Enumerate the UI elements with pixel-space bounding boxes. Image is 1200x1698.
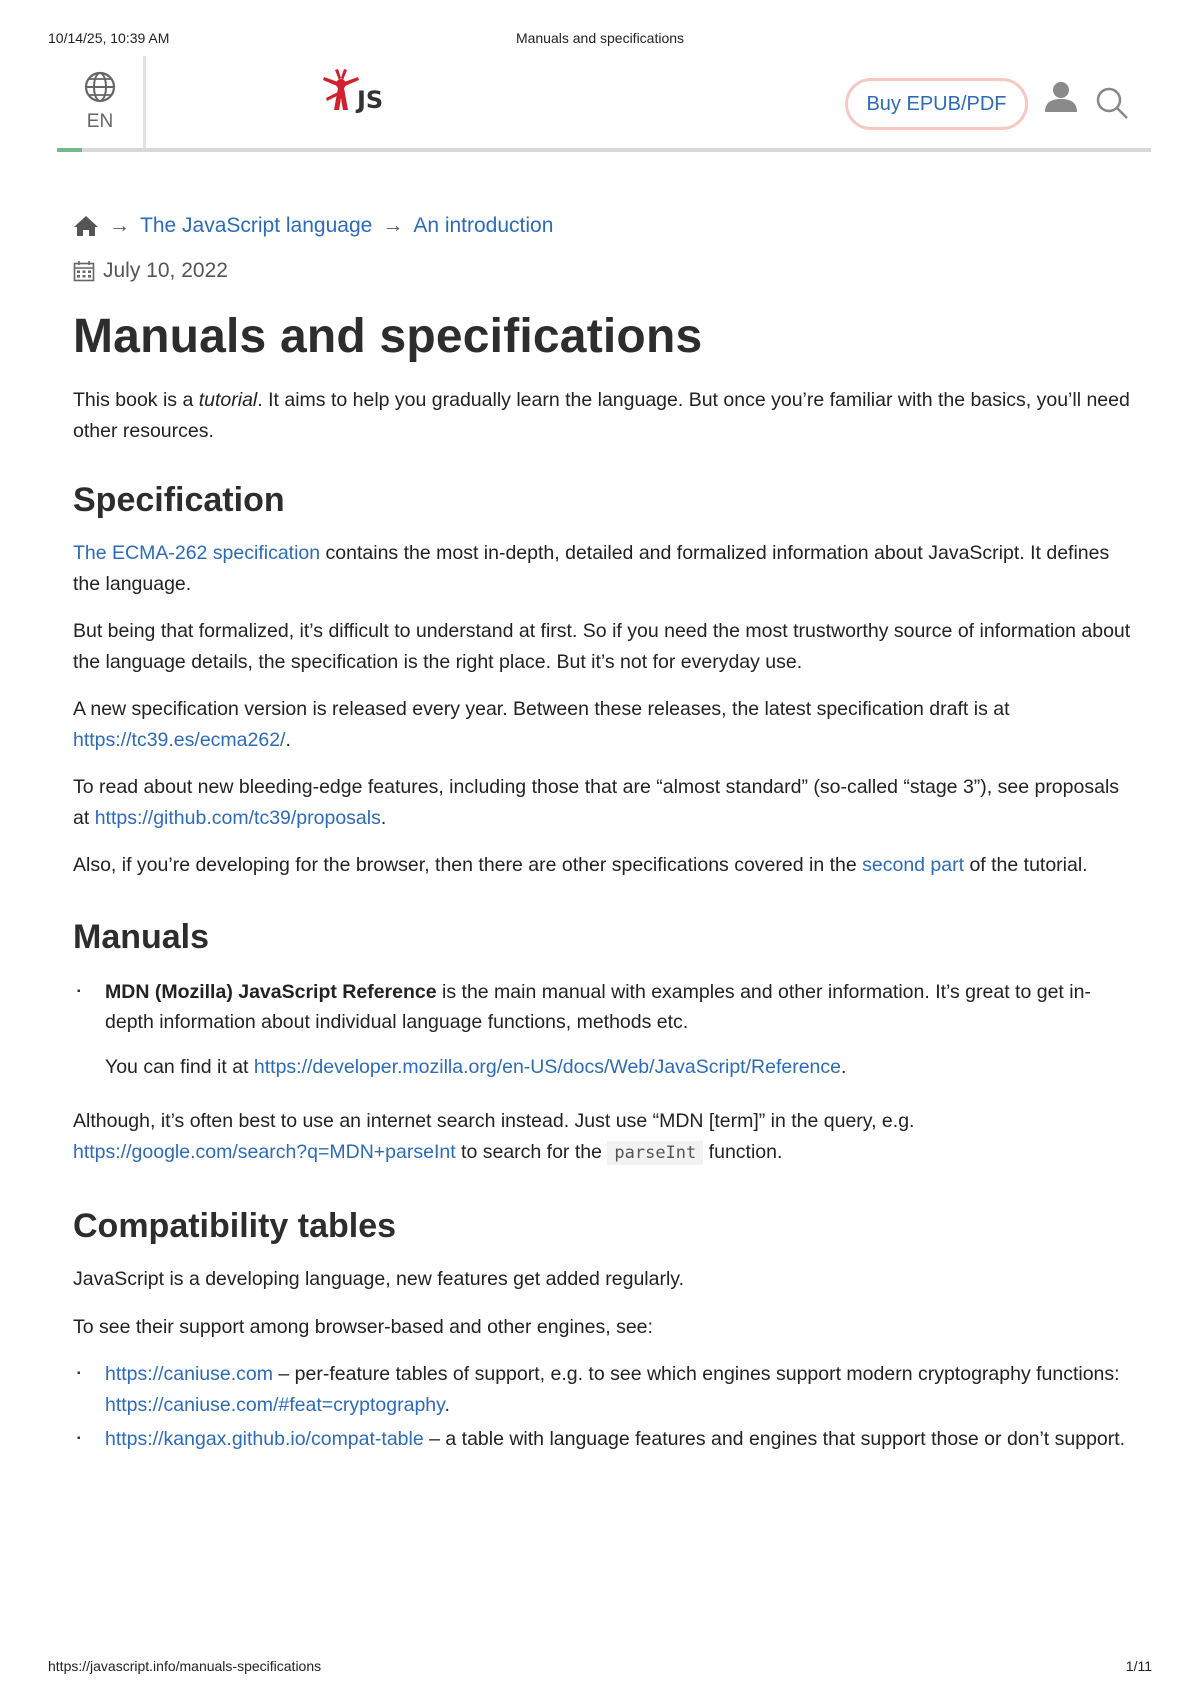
intro-text: This book is a (73, 389, 199, 411)
google-search-link[interactable]: https://google.com/search?q=MDN+parseInt (73, 1140, 456, 1163)
caniuse-link[interactable]: https://caniuse.com (105, 1363, 273, 1385)
list-item (73, 1359, 1133, 1420)
spec-p4-end: . (380, 806, 387, 829)
site-logo[interactable] (321, 68, 401, 118)
page-title: Manuals and specifications (73, 310, 703, 363)
spec-p5-text: Also, if you’re developing for the browser, then there are other specifications covered in the (73, 854, 863, 876)
mdn-link-line (105, 1052, 1133, 1083)
search-tip-mid: to search for the (455, 1140, 608, 1163)
spec-paragraph-1 (73, 538, 1133, 599)
second-part-link[interactable]: second part (862, 854, 965, 876)
article-content (73, 210, 1133, 1459)
spec-paragraph-2: But being that formalized, it’s difficult to understand at first. So if you need the most trustworthy source of information about the language details, the specification is the right place. But it’s not for everyday use. (73, 620, 1131, 673)
mdn-find-text: You can find it at (105, 1055, 254, 1078)
compat-list (73, 1359, 1133, 1455)
caniuse-cryptography-link[interactable]: https://caniuse.com/#feat=cryptography (105, 1393, 445, 1416)
globe-icon (83, 70, 117, 104)
mdn-reference-link[interactable]: https://developer.mozilla.org/en-US/docs/Web/JavaScript/Reference (253, 1055, 841, 1078)
spec-p3-end: . (285, 728, 291, 751)
ecma-spec-link[interactable]: The ECMA-262 specification (73, 542, 321, 564)
language-switcher[interactable] (57, 56, 146, 148)
navbar-underline (57, 148, 1151, 152)
calendar-icon (73, 260, 95, 282)
list-item (73, 1424, 1133, 1455)
manuals-list (73, 977, 1133, 1083)
caniuse-description: – per-feature tables of support, e.g. to see which engines support modern cryptography functions: (273, 1363, 1120, 1385)
print-url: https://javascript.info/manuals-specifications (48, 1658, 322, 1674)
logo-text: JS (357, 86, 384, 114)
mdn-reference-title: MDN (Mozilla) JavaScript Reference (105, 980, 437, 1003)
home-icon[interactable] (73, 215, 99, 237)
tc39-proposals-link[interactable]: https://github.com/tc39/proposals (94, 806, 381, 829)
logo-icon (321, 68, 401, 118)
caniuse-end: . (444, 1393, 450, 1416)
mdn-description: is the main manual with examples and other information. It’s great to get in-depth information about individual language functions, methods etc. (105, 980, 1091, 1033)
intro-emphasis: tutorial (198, 389, 258, 411)
breadcrumb-introduction[interactable]: An introduction (413, 214, 554, 237)
date-text: July 10, 2022 (103, 259, 228, 282)
search-tip-end: function. (703, 1140, 783, 1163)
spec-paragraph-4 (73, 772, 1133, 833)
spec-p4-text: To read about new bleeding-edge features, including those that are “almost standard” (so-called “stage 3”), see proposals at (73, 776, 1120, 829)
spec-p5-end: of the tutorial. (964, 854, 1088, 876)
print-title: Manuals and specifications (515, 30, 685, 46)
compatibility-heading: Compatibility tables (73, 1207, 397, 1245)
parseint-code: parseInt (607, 1141, 703, 1165)
tc39-ecma262-link[interactable]: https://tc39.es/ecma262/ (73, 728, 286, 751)
breadcrumb-arrow: → (109, 214, 130, 237)
search-tip-text: Although, it’s often best to use an internet search instead. Just use “MDN [term]” in the query, e.g. (73, 1110, 915, 1132)
print-datetime: 10/14/25, 10:39 AM (48, 30, 170, 46)
spec-paragraph-3 (73, 694, 1133, 755)
breadcrumb (73, 210, 1133, 242)
compat-paragraph-1: JavaScript is a developing language, new features get added regularly. (73, 1268, 685, 1290)
search-icon[interactable] (1095, 86, 1129, 125)
spec-p1-text: contains the most in-depth, detailed and formalized information about JavaScript. It defines the language. (73, 542, 1110, 595)
intro-paragraph (73, 385, 1133, 446)
language-label: EN (86, 111, 114, 132)
mdn-link-end: . (841, 1055, 847, 1078)
intro-text-end: . It aims to help you gradually learn the language. But once you’re familiar with the basics, you’ll need other resources. (73, 389, 1130, 442)
top-navbar (57, 56, 1151, 152)
compat-table-description: – a table with language features and engines that support those or don’t support. (423, 1428, 1126, 1450)
compat-paragraph-2: To see their support among browser-based and other engines, see: (73, 1315, 653, 1338)
publish-date (73, 259, 1133, 283)
breadcrumb-javascript-language[interactable]: The JavaScript language (140, 214, 373, 237)
user-icon[interactable] (1043, 80, 1079, 119)
breadcrumb-arrow: → (382, 214, 404, 237)
list-item (73, 977, 1133, 1083)
print-page-number: 1/11 (1125, 1658, 1152, 1674)
manuals-search-paragraph (73, 1106, 1133, 1168)
spec-p3-text: A new specification version is released every year. Between these releases, the latest specification draft is at (73, 698, 1010, 720)
active-indicator (57, 148, 82, 152)
manuals-heading: Manuals (73, 917, 210, 956)
buy-epub-pdf-button[interactable]: Buy EPUB/PDF (845, 78, 1028, 130)
specification-heading: Specification (73, 481, 285, 519)
spec-paragraph-5 (73, 850, 1133, 881)
compat-table-link[interactable]: https://kangax.github.io/compat-table (105, 1428, 424, 1450)
